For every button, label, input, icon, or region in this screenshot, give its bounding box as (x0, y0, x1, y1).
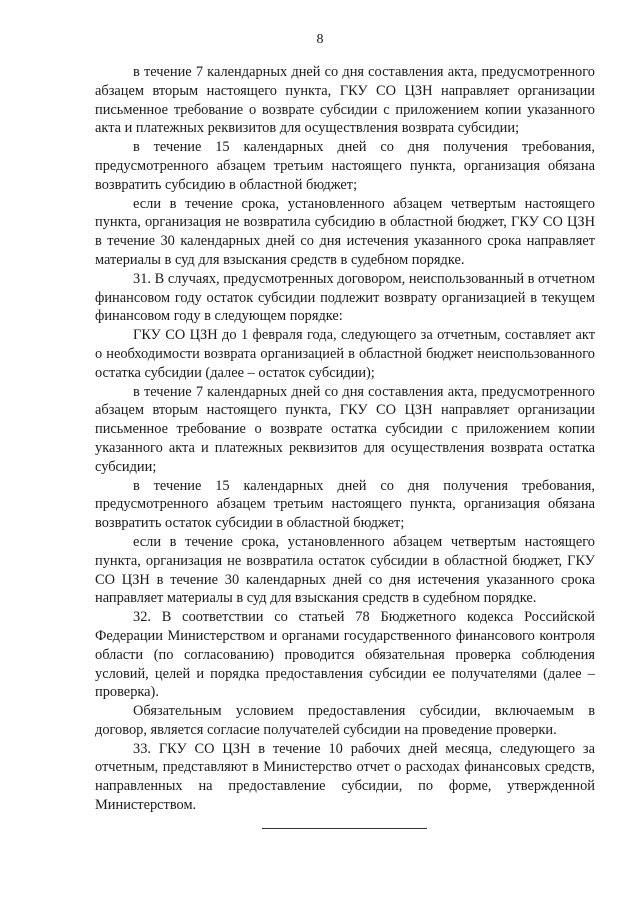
document-body (95, 63, 595, 815)
page-number: 8 (316, 32, 324, 47)
paragraph-section-33: 33. ГКУ СО ЦЗН в течение 10 рабочих дней месяца, следующего за отчетным, представляют в Министерство отчет о расходах финансовых средств, направленных на предоставление субсидии, по форме, утвержденной Министерством. (95, 740, 595, 814)
paragraph: если в течение срока, установленного абзацем четвертым настоящего пункта, организация не возвратила остаток субсидии в областной бюджет, ГКУ СО ЦЗН в течение 30 календарных дней со дня истечения указанного срока направляет материалы в суд для взыскания средств в судебном порядке. (95, 533, 595, 607)
paragraph: ГКУ СО ЦЗН до 1 февраля года, следующего за отчетным, составляет акт о необходимости возврата организацией в областной бюджет неиспользованного остатка субсидии (далее – остаток субсидии); (95, 327, 595, 381)
paragraph: если в течение срока, установленного абзацем четвертым настоящего пункта, организация не возвратила субсидию в областной бюджет, ГКУ СО ЦЗН в течение 30 календарных дней со дня истечения указанного срока направляет материалы в суд для взыскания средств в судебном порядке. (95, 195, 595, 268)
paragraph: в течение 7 календарных дней со дня составления акта, предусмотренного абзацем вторым настоящего пункта, ГКУ СО ЦЗН направляет организации письменное требование о возврате остатка субсидии с приложением копии указанного акта и платежных реквизитов для осуществления возврата остатка субсидии; (95, 383, 595, 475)
paragraph-section-31: 31. В случаях, предусмотренных договором, неиспользованный в отчетном финансовом году остаток субсидии подлежит возврату организацией в текущем финансовом году в следующем порядке: (95, 270, 595, 325)
paragraph: в течение 7 календарных дней со дня составления акта, предусмотренного абзацем вторым настоящего пункта, ГКУ СО ЦЗН направляет организации письменное требование о возврате субсидии с приложением копии указанного акта и платежных реквизитов для осуществления возврата субсидии; (95, 64, 595, 137)
end-divider-line (262, 828, 427, 829)
paragraph: в течение 15 календарных дней со дня получения требования, предусмотренного абзацем третьим настоящего пункта, организация обязана возвратить субсидию в областной бюджет; (95, 139, 595, 193)
paragraph-section-32: 32. В соответствии со статьей 78 Бюджетного кодекса Российской Федерации Министерством и органами государственного финансового контроля области (по согласованию) проводится обязательная проверка соблюдения условий, целей и порядка предоставления субсидии ее получателями (далее – проверка). (95, 609, 595, 701)
paragraph: Обязательным условием предоставления субсидии, включаемым в договор, является согласие получателей субсидии на проведение проверки. (95, 703, 595, 738)
paragraph: в течение 15 календарных дней со дня получения требования, предусмотренного абзацем третьим настоящего пункта, организация обязана возвратить остаток субсидии в областной бюджет; (95, 477, 595, 532)
